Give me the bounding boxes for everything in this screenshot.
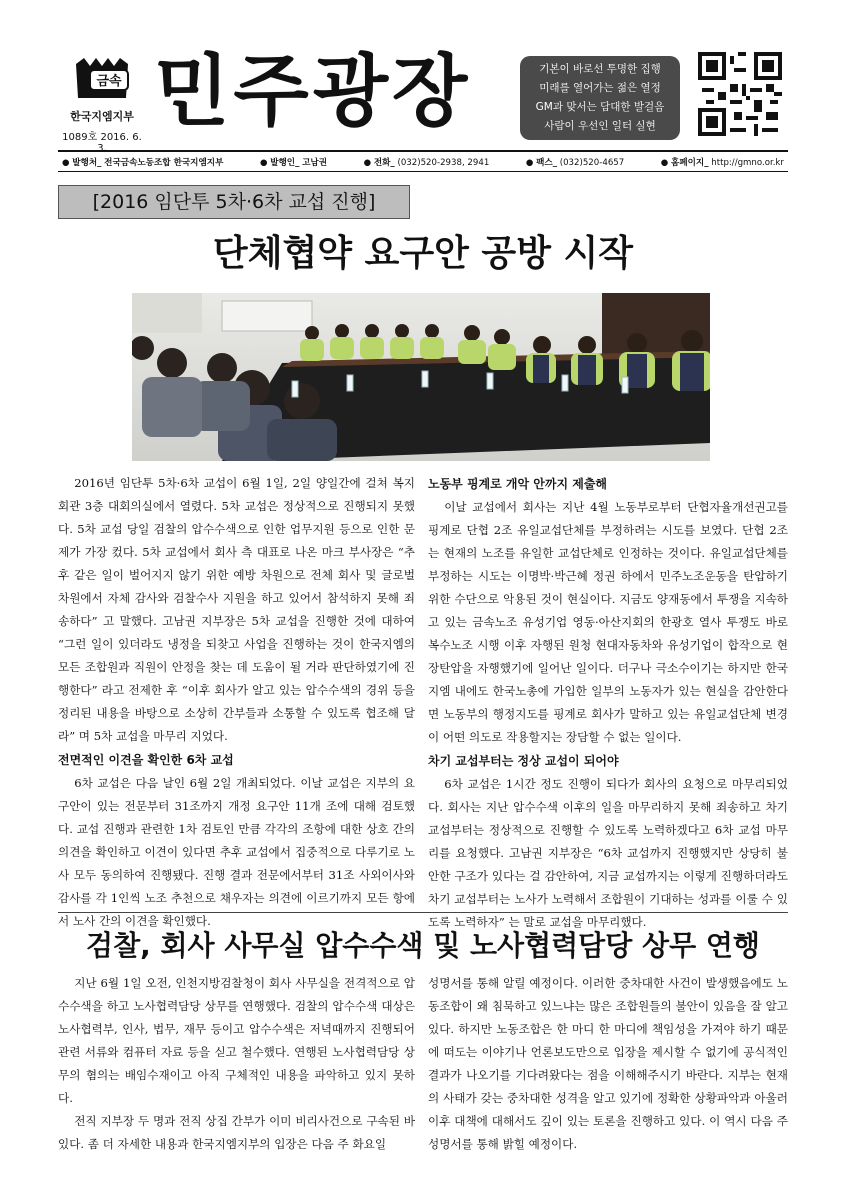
article1-column-left (58, 472, 415, 933)
fax-info: ● 팩스_ (032)520-4657 (525, 157, 625, 168)
phone-info: ● 전화_ (032)520-2938, 2941 (363, 157, 490, 168)
article2-column-left (58, 972, 415, 1156)
section-divider (58, 912, 788, 913)
meeting-photo-icon (132, 293, 710, 461)
publisher-info-bar (58, 150, 788, 172)
article-paragraph: 지난 6월 1일 오전, 인천지방검찰청이 회사 사무실을 전격적으로 압수수색을 하고 노사협력담당 상무를 연행했다. 검찰의 압수수색 대상은 노사협력부, 인사, 법무, 재무 등이고 압수수색은 저녁때까지 진행되어 관련 서류와 컴퓨터 자료 등을 싣고 철수했다. 연행된 노사협력담당 상무의 혐의는 배임수재이고 아직 구체적인 내용을 파악하고 있지 못하다. (58, 976, 415, 1105)
fax-label: 팩스_ (536, 157, 557, 168)
phone-value: (032)520-2938, 2941 (397, 157, 490, 168)
publisher-info: ● 발행처_ 전국금속노동조합 한국지엠지부 (62, 157, 224, 168)
editor-value: 고남권 (302, 157, 328, 168)
issue-date: 1089호 2016. 6. 3. (62, 132, 142, 154)
article-subheading: 노동부 핑계로 개악 안까지 제출해 (428, 477, 608, 491)
article-paragraph: 성명서를 통해 알릴 예정이다. 이러한 중차대한 사건이 발생했음에도 노동조합이 왜 침묵하고 있느냐는 많은 조합원들의 불안이 있음을 잘 알고 있다. 하지만 노동조합은 한 마디 한 마디에 책임성을 가져야 하기 때문에 떠도는 이야기나 언론보도만으로 입장을 제시할 수 없기에 공식적인 결과가 나오기를 기다려왔다는 점을 이해해주시기 바란다. 지부는 현재의 사태가 갖는 중차대한 성격을 알고 있기에 정확한 상황파악과 아울러 이후 대책에 대해서도 깊이 있는 토론을 진행하고 있다. 이 역시 다음 주 성명서를 통해 밝힐 예정이다. (428, 976, 788, 1151)
slogan-line: 기본이 바로선 투명한 집행 (539, 63, 661, 75)
slogan-box (520, 56, 680, 140)
slogan-line: GM과 맞서는 담대한 발걸음 (535, 101, 665, 113)
logo-mark-text: 금속 (96, 74, 122, 89)
main-headline: 단체협약 요구안 공방 시작 (212, 233, 634, 274)
article-paragraph: 이날 교섭에서 회사는 지난 4월 노동부로부터 단협자율개선권고를 핑계로 단협 2조 유일교섭단체를 부정하려는 시도를 보였다. 단협 2조는 현재의 노조를 유일한 교섭단체로 인정하는 것이다. 유일교섭단체를 부정하는 시도는 이명박·박근혜 정권 하에서 민주노조운동을 탄압하기 위한 수단으로 악용된 것이 현실이다. 지금도 양재동에서 투쟁을 지속하고 있는 금속노조 유성기업 영동·아산지회의 한광호 열사 투쟁도 바로 복수노조 시행 이후 자행된 원청 현대자동차와 유성기업이 합작으로 현장탄압을 자행했기에 일어난 일이다. 더구나 극소수이기는 하지만 한국지엠 내에도 한국노총에 가입한 일부의 노동자가 있는 현실을 감안한다면 노동부의 행정지도를 핑계로 회사가 말하고 있는 유일교섭단체 변경이 어떤 의도로 작용할지는 장담할 수 없는 일이다. (428, 500, 788, 744)
article-subheading: 전면적인 이견을 확인한 6차 교섭 (58, 753, 234, 767)
article-paragraph: 전직 지부장 두 명과 전직 상집 간부가 이미 비리사건으로 구속된 바 있다. 좀 더 자세한 내용과 한국지엠지부의 입장은 다음 주 화요일 (58, 1114, 415, 1151)
fist-emblem-icon (70, 54, 134, 104)
web-link[interactable]: http://gmno.or.kr (711, 157, 784, 168)
article2-column-right (428, 972, 788, 1156)
masthead (58, 47, 788, 154)
web-label: 홈페이지_ (671, 157, 709, 168)
article-paragraph: 6차 교섭은 다음 날인 6월 2일 개최되었다. 이날 교섭은 지부의 요구안이 있는 전문부터 31조까지 개정 요구안 11개 조에 대해 검토했다. 교섭 진행과 관련한 1차 검토인 만큼 각각의 조항에 대한 상호 간의 의견을 확인하고 이견이 있다면 추후 교섭에서 집중적으로 다루기로 노사 모두 동의하여 진행됐다. 진행 결과 전문에서부터 31조 사외이사와 감사를 각 1인씩 노조 추천으로 채우자는 의견에 이르기까지 모든 항에서 노사 간의 이견을 확인했다. (58, 776, 415, 928)
union-logo (58, 48, 146, 154)
article1-column-right (428, 472, 788, 934)
qr-code-icon[interactable] (698, 52, 782, 136)
slogan-line: 사람이 우선인 일터 실현 (544, 120, 656, 132)
slogan-line: 미래를 열어가는 젊은 열정 (539, 82, 661, 94)
second-headline: 검찰, 회사 사무실 압수수색 및 노사협력담당 상무 연행 (86, 929, 760, 962)
web-info[interactable]: ● 홈페이지_ http://gmno.or.kr (660, 157, 784, 168)
article-paragraph: 6차 교섭은 1시간 정도 진행이 되다가 회사의 요청으로 마무리되었다. 회사는 지난 압수수색 이후의 일을 마무리하지 못해 죄송하고 차기 교섭부터는 정상적으로 진행할 수 있도록 노력하겠다고 6차 교섭 마무리를 요청했다. 고남권 지부장은 “6차 교섭까지 진행했지만 상당히 불안한 구조가 있다는 걸 감안하여, 지금 교섭까지는 이렇게 진행하더라도 차기 교섭부터는 노사가 노력해서 조합원이 기대하는 성과를 이룰 수 있도록 노력하자” 는 말로 교섭을 마무리했다. (428, 777, 788, 929)
paper-title: 민주광장 (154, 47, 472, 137)
org-name: 한국지엠지부 (70, 110, 134, 123)
publisher-label: 발행처_ (72, 157, 102, 168)
editor-info: ● 발행인_ 고남권 (259, 157, 328, 168)
publisher-value: 전국금속노동조합 한국지엠지부 (104, 157, 224, 168)
article-paragraph: 2016년 임단투 5차·6차 교섭이 6월 1일, 2일 양일간에 걸쳐 복지회관 3층 대회의실에서 열렸다. 5차 교섭은 정상적으로 진행되지 못했다. 5차 교섭 당일 검찰의 압수수색으로 인한 업무지원 등으로 인한 문제가 가장 컸다. 5차 교섭에서 회사 측 대표로 나온 마크 부사장은 “추후 같은 일이 벌어지지 않기 위한 예방 차원으로 전체 회사 및 글로벌 차원에서 자체 감사와 검찰수사 지원을 하고 있어서 참석하지 못해 죄송하다” 고 말했다. 고남권 지부장은 5차 교섭을 진행한 것에 대하여 “그런 일이 있더라도 냉정을 되찾고 사업을 진행하는 것이 한국지엠의 모든 조합원과 직원이 안정을 찾는 데 도움이 될 거라 판단하였기에 진행한다” 라고 전제한 후 “이후 회사가 알고 있는 압수수색의 경위 등을 정리된 내용을 바탕으로 소상히 간부들과 소통할 수 있도록 협조해 달라” 며 5차 교섭을 마무리 지었다. (58, 476, 415, 743)
fax-value: (032)520-4657 (559, 157, 625, 168)
editor-label: 발행인_ (270, 157, 300, 168)
article-subheading: 차기 교섭부터는 정상 교섭이 되어야 (428, 754, 619, 768)
phone-label: 전화_ (373, 157, 395, 168)
article-kicker: [2016 임단투 5차·6차 교섭 진행] (58, 185, 410, 219)
